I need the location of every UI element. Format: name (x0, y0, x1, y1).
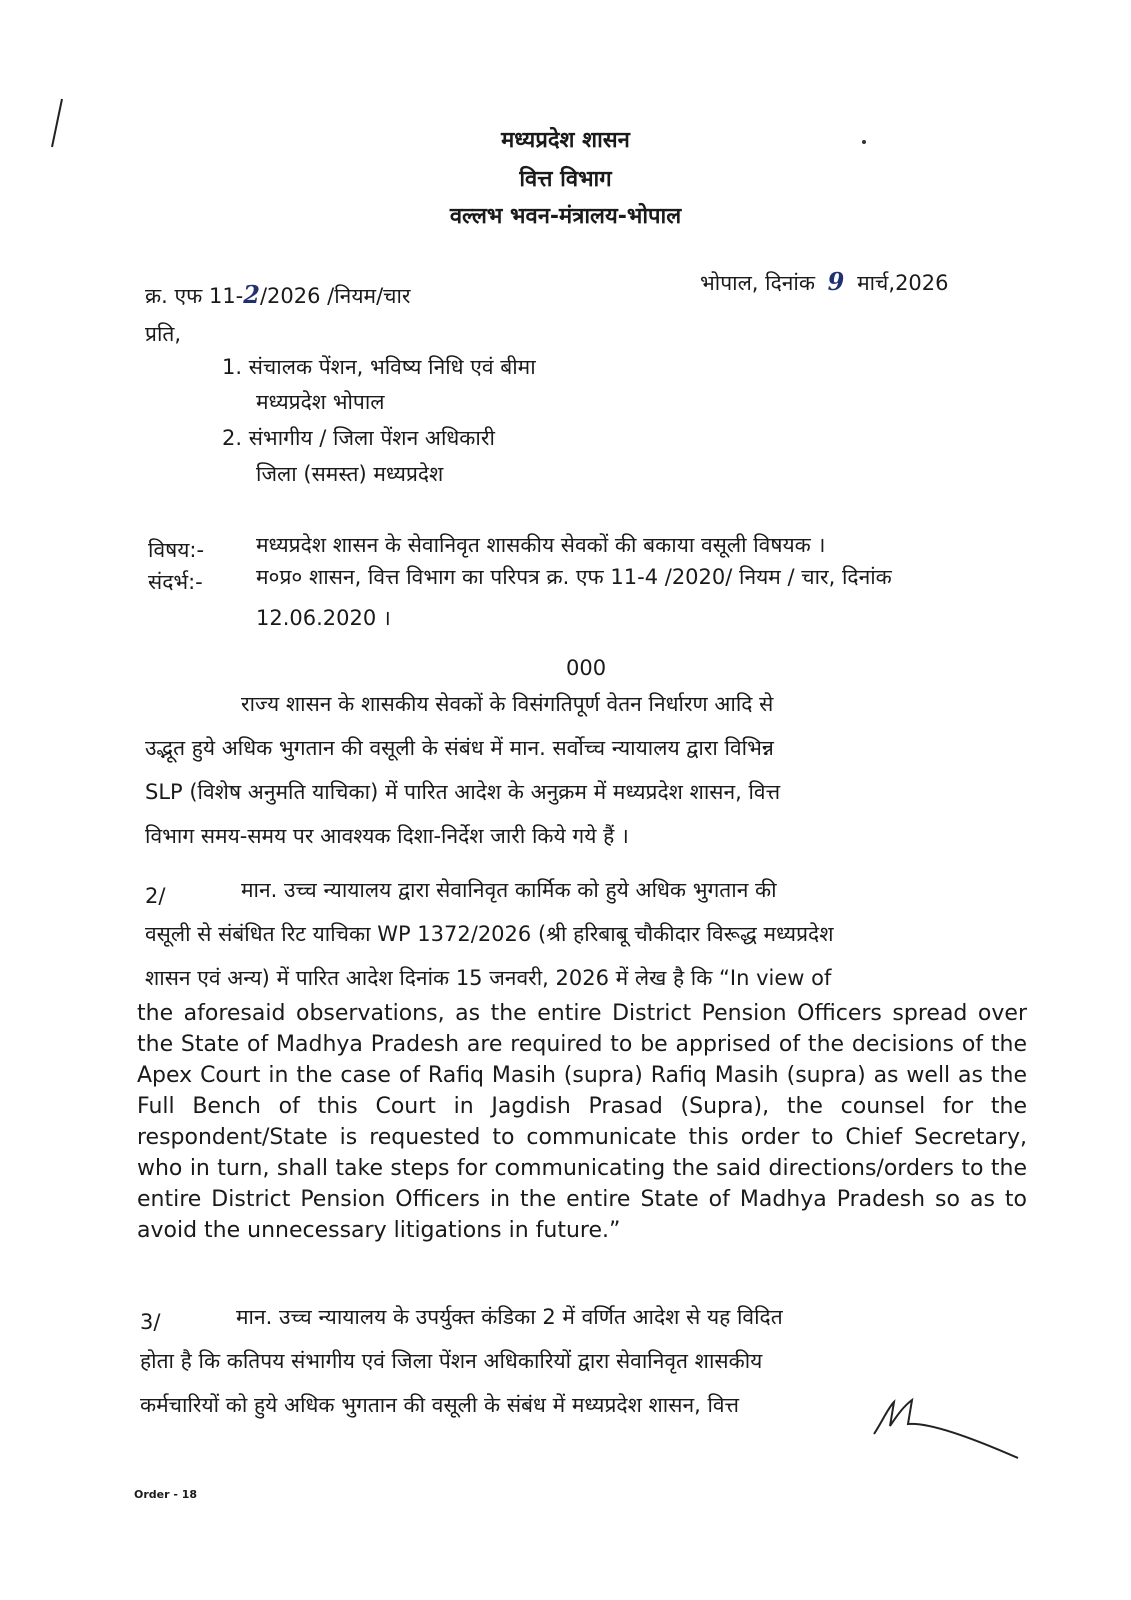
handwritten-date: 9 (827, 267, 845, 296)
paragraph-2: मान. उच्च न्यायालय द्वारा सेवानिवृत कार्मिक को हुये अधिक भुगतान की वसूली से संबंधित रिट याचिका WP 1372/2026 (श्री हरिबाबू चौकीदार विरूद्ध मध्यप्रदेश शासन एवं अन्य) में पारित आदेश दिनांक 15 जनवरी, 2026 में लेख है कि “In view of (145, 878, 834, 990)
paragraph-1: राज्य शासन के शासकीय सेवकों के विसंगतिपूर्ण वेतन निर्धारण आदि से उद्भूत हुये अधिक भुगतान की वसूली के संबंध में मान. सर्वोच्च न्यायालय द्वारा विभिन्न SLP (विशेष अनुमति याचिका) में पारित आदेश के अनुक्रम में मध्यप्रदेश शासन, वित्त विभाग समय-समय पर आवश्यक दिशा-निर्देश जारी किये गये हैं । (145, 692, 781, 848)
recipient-1-line2: मध्यप्रदेश भोपाल (256, 390, 385, 414)
court-order-quote: the aforesaid observations, as the entire District Pension Officers spread over the State of Madhya Pradesh are required to be apprised of the decisions of the Apex Court in the case of Rafiq Masih (supra) Rafiq Masih (supra) as well as the Full Bench of this Court in Jagdish Prasad (Supra), the counsel for the respondent/State is requested to communicate this order to Chief Secretary, who in turn, shall take steps for communicating the said directions/orders to the entire District Pension Officers in the entire State of Madhya Pradesh so as to avoid the unnecessary litigations in future.” (137, 1001, 1027, 1243)
header-government: मध्यप्रदेश शासन (501, 128, 630, 153)
separator: 000 (566, 656, 607, 680)
paragraph-3: मान. उच्च न्यायालय के उपर्युक्त कंडिका 2 में वर्णित आदेश से यह विदित होता है कि कतिपय संभागीय एवं जिला पेंशन अधिकारियों द्वारा सेवानिवृत शासकीय कर्मचारियों को हुये अधिक भुगतान की वसूली के संबंध में मध्यप्रदेश शासन, वित्त (140, 1305, 783, 1417)
reference-date: 12.06.2020 । (256, 606, 391, 630)
header-address: वल्लभ भवन-मंत्रालय-भोपाल (449, 204, 682, 229)
to-label: प्रति, (145, 322, 182, 346)
recipient-2-line2: जिला (समस्त) मध्यप्रदेश (256, 462, 444, 486)
subject-text: मध्यप्रदेश शासन के सेवानिवृत शासकीय सेवकों की बकाया वसूली विषयक । (256, 533, 826, 557)
order-date: भोपाल, दिनांक 9 मार्च,2026 (700, 267, 949, 296)
order-number: क्र. एफ 11-2/2026 /नियम/चार (145, 280, 411, 309)
recipient-2: 2. संभागीय / जिला पेंशन अधिकारी (222, 426, 495, 450)
paragraph-3-number: 3/ (140, 1310, 161, 1334)
ink-dot (862, 140, 866, 144)
subject-label: विषय:- (148, 538, 205, 562)
paragraph-2-number: 2/ (145, 884, 166, 908)
header-department: वित्त विभाग (519, 167, 612, 192)
reference-text: म०प्र० शासन, वित्त विभाग का परिपत्र क्र. एफ 11-4 /2020/ नियम / चार, दिनांक (256, 565, 892, 589)
handwritten-number: 2 (243, 280, 260, 309)
recipient-1: 1. संचालक पेंशन, भविष्य निधि एवं बीमा (222, 355, 536, 379)
signature (868, 1392, 1028, 1464)
footer-order-code: Order - 18 (134, 1488, 198, 1501)
reference-label: संदर्भ:- (148, 570, 203, 594)
